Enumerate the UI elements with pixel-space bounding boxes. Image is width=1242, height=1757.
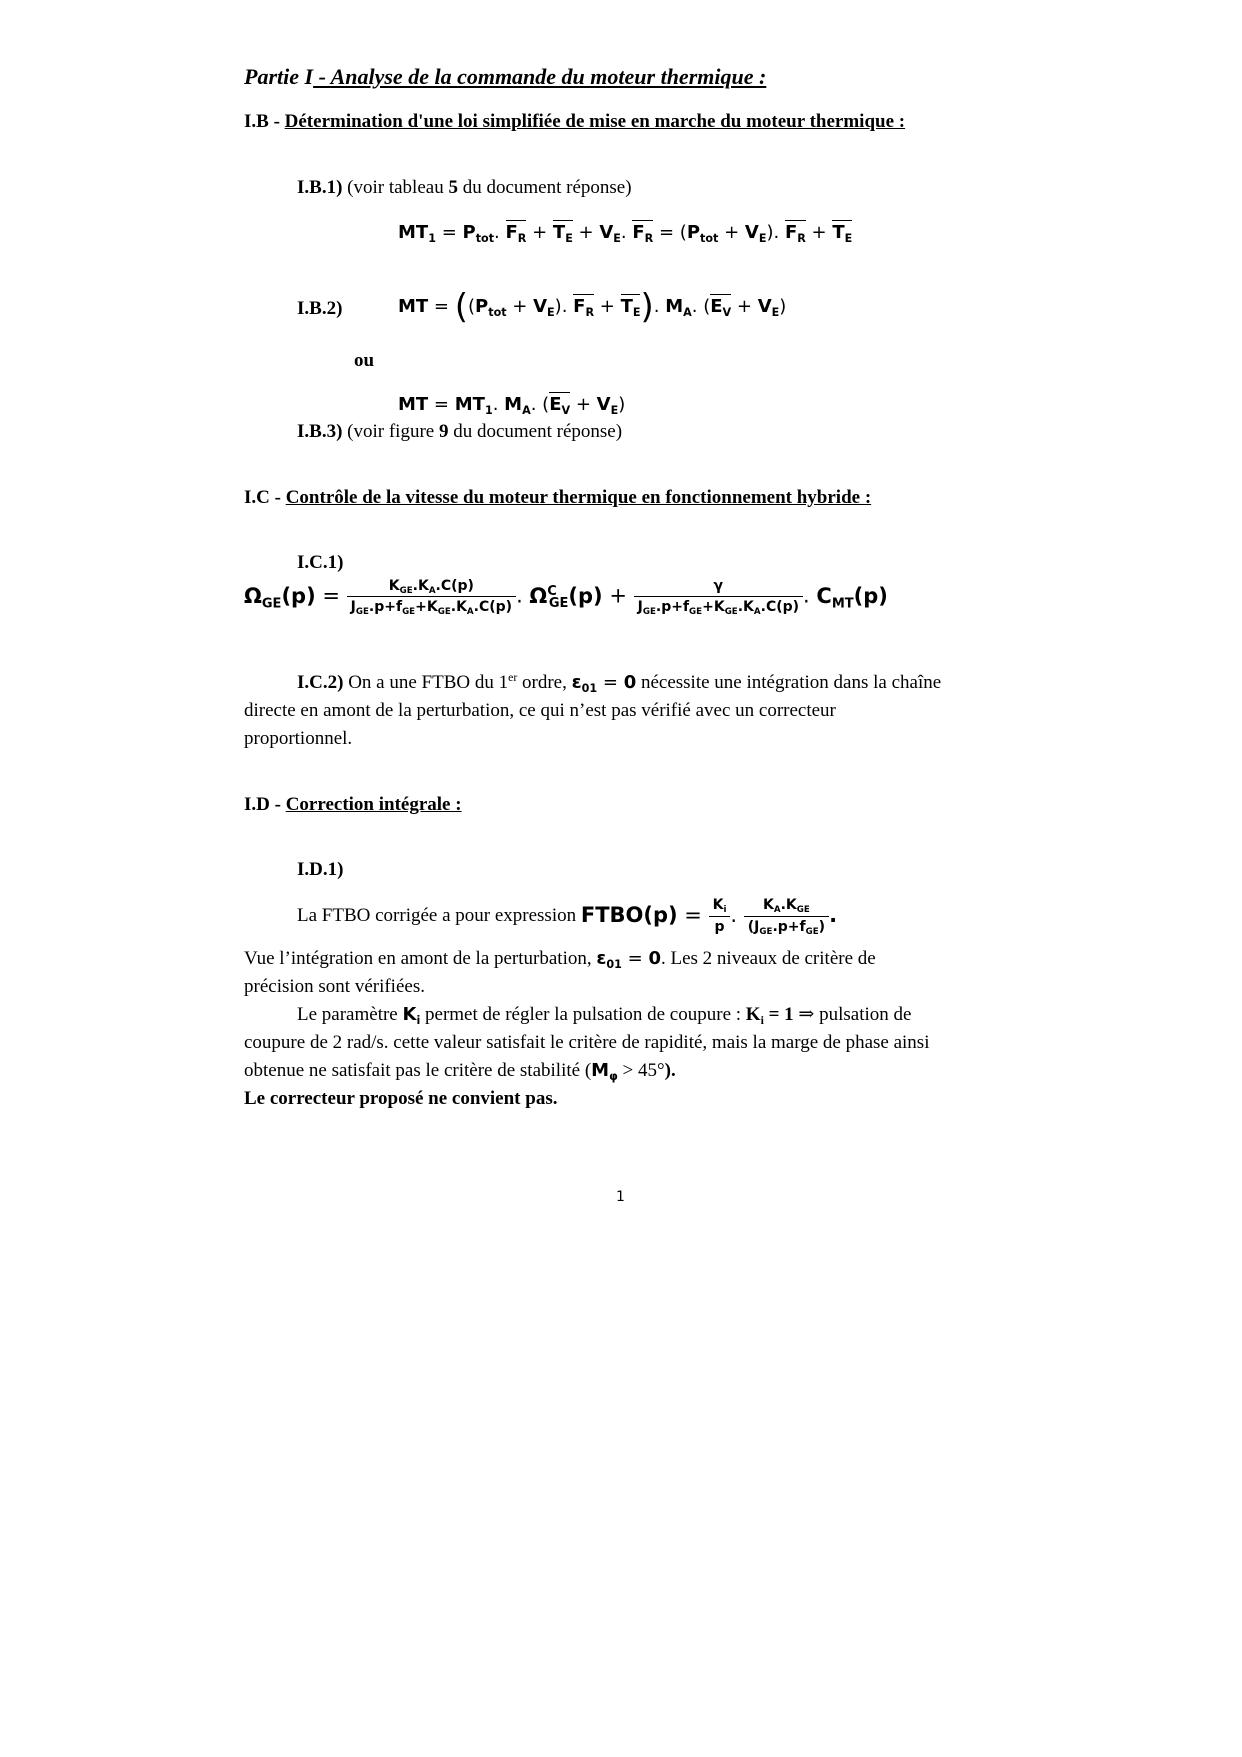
section-heading-ic: I.C - Contrôle de la vitesse du moteur thermique en fonctionnement hybride : <box>244 487 872 508</box>
ib3-line: I.B.3) (voir figure 9 du document réponse) <box>297 421 623 442</box>
epsilon-zero-formula: $\varepsilon_{01} = 0$ <box>571 672 637 695</box>
ic2-line1: I.C.2) On a une FTBO du 1er ordre, $\varepsilon_{01} = 0$ nécessite une intégration dans la chaîne <box>297 670 942 695</box>
id1-label: I.D.1) <box>297 859 344 880</box>
vue-line1: Vue l’intégration en amont de la perturbation, $\varepsilon_{01} = 0$. Les 2 niveaux de critère de <box>244 948 876 971</box>
ic1-label: I.C.1) <box>297 552 344 573</box>
part-title-text: Analyse de la commande du moteur thermique : <box>330 64 767 89</box>
equation-mt-full: MT = ($(P_{tot} + V_E)$. $F_R + T_E$). $M_A$. $(E_V + V_E)$ <box>398 287 787 327</box>
ic2-line3: proportionnel. <box>244 728 353 749</box>
section-heading-ib: I.B - Détermination d'une loi simplifiée de mise en marche du moteur thermique : <box>244 111 906 132</box>
section-heading-id: I.D - Correction intégrale : <box>244 794 462 815</box>
equation-mt-short: MT = $MT_1$. $M_A$. $(E_V + V_E)$ <box>398 394 626 417</box>
equation-omega: $\Omega_{GE}(p)$ = $\frac{K_{GE}.K_A.C(p)}{J_{GE}.p+f_{GE}+K_{GE}.K_A.C(p)}$ . $\Omega^C_{GE}(p)$ + $\frac{\gamma}{J_{GE}.p+f_{GE}+K_{GE}.K_A.C(p)}$ . $C_{MT}(p)$ <box>244 578 888 618</box>
param-line1: Le paramètre $K_i$ permet de régler la pulsation de coupure : $K_i = 1$ ⇒ pulsation de <box>297 1004 912 1028</box>
ic2-line2: directe en amont de la perturbation, ce qui n’est pas vérifié avec un correcteur <box>244 700 836 721</box>
conclusion-text: Le correcteur proposé ne convient pas. <box>244 1088 558 1109</box>
vue-line2: précision sont vérifiées. <box>244 976 425 997</box>
param-line2: coupure de 2 rad/s. cette valeur satisfait le critère de rapidité, mais la marge de phase ainsi <box>244 1032 930 1053</box>
epsilon-zero-formula-2: $\varepsilon_{01} = 0$ <box>596 948 661 971</box>
ftbo-line: La FTBO corrigée a pour expression FTBO(p) = $\frac{K_i}{p}$ . $\frac{K_A.K_{GE}}{(J_{GE}.p+f_{GE})}$ . <box>297 897 838 937</box>
part-title: Partie I - Analyse de la commande du moteur thermique : <box>244 64 767 89</box>
param-line3: obtenue ne satisfait pas le critère de stabilité $(M_\varphi > 45^\circ)$. <box>244 1060 676 1083</box>
implies-arrow-icon: ⇒ <box>798 1004 815 1025</box>
ib2-label: I.B.2) <box>297 298 343 319</box>
ftbo-formula: FTBO(p) = $\frac{K_i}{p}$ . $\frac{K_A.K_{GE}}{(J_{GE}.p+f_{GE})}$ . <box>580 897 838 937</box>
equation-mt1: $MT_1 = P_{tot}$. $F_R + T_E + V_E$. $F_R = (P_{tot} + V_E)$. $F_R + T_E$ <box>398 222 853 245</box>
or-word: ou <box>354 350 375 371</box>
ib1-line: I.B.1) (voir tableau 5 du document réponse) <box>297 177 632 198</box>
page-number: 1 <box>616 1189 625 1205</box>
